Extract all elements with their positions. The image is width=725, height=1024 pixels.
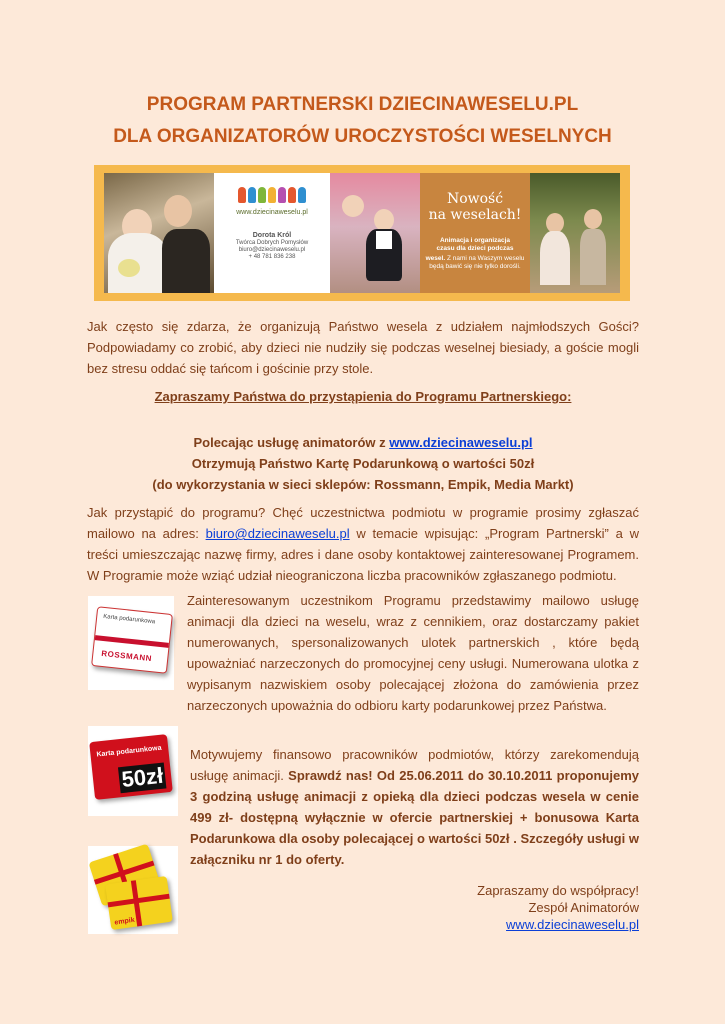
promo-text-3: wesel.: [425, 255, 446, 262]
contact-email: biuro@dziecinaweselu.pl: [238, 247, 306, 253]
promo-text-2: czasu dla dzieci podczas: [436, 245, 514, 252]
wedding-photo-bride-groom: [104, 173, 214, 293]
header-banner: [94, 165, 630, 301]
offer-line-1-text: Polecając usługę animatorów z: [193, 435, 390, 450]
empik-gift-cards-image: [88, 846, 178, 934]
promo-text-1: Animacja i organizacja: [439, 237, 511, 244]
mediamarkt-card-value: 50zł: [118, 763, 166, 794]
section-2-paragraph: Zainteresowanym uczestnikom Programu przedstawimy mailowo usługę animacji dla dzieci na weselu, wraz z cennikiem, oraz dostarczamy pakiet numerowanych, spersonalizowanych ulotek partnerskich , które będą upoważniać narzeczonych do promocyjnej ceny usługi. Numerowana ulotka z wypisanym nazwiskiem osoby polecającej złożona do zamówienia przez narzeczonych upoważnia do odbioru karty podarunkowej przez Państwa.: [187, 593, 639, 713]
website-link[interactable]: www.dziecinaweselu.pl: [389, 435, 533, 450]
rossmann-gift-card-image: [88, 596, 174, 690]
rossmann-card-label: Karta podarunkowa: [102, 613, 156, 626]
offer-line-2: Otrzymują Państwo Kartę Podarunkową o wartości 50zł: [191, 456, 535, 471]
page-title-line-1: PROGRAM PARTNERSKI DZIECINAWESELU.PL: [146, 94, 579, 115]
how-to-part-1: Jak przystąpić do programu? Chęć uczestnictwa podmiotu w programie prosimy zgłaszać mailowo na adres:: [87, 505, 639, 541]
closing-website-link[interactable]: www.dziecinaweselu.pl: [506, 917, 639, 932]
empik-logo: empik: [114, 916, 136, 927]
section-3-part-1: Motywujemy finansowo pracowników podmiotów, którzy zarekomendują usługę animacji.: [190, 747, 639, 783]
section-3-part-2: Sprawdź nas! Od 25.06.2011 do 30.10.2011 proponujemy 3 godziną usługę animacji z opieką dla dzieci podczas wesela w cenie 499 zł- dostępną wyłącznie w ofercie partnerskiej + bonusowa Karta Podarunkowa dla osoby polecającej o wartości 50zł . Szczegóły usługi w załączniku nr 1 do oferty.: [190, 768, 639, 867]
offer-line-1: [87, 432, 639, 453]
section-3-paragraph: [190, 744, 639, 870]
mediamarkt-gift-card-image: [88, 726, 178, 816]
logo-children-figures: [214, 187, 330, 203]
rossmann-logo: ROSSMANN: [100, 648, 153, 664]
closing-line-2: Zespół Animatorów: [528, 900, 639, 915]
promo-title-1: Nowość: [446, 191, 504, 207]
closing-link-wrap: [506, 916, 639, 933]
contact-name: Dorota Król: [252, 232, 292, 239]
how-to-paragraph: [87, 502, 639, 586]
contact-title: Twórca Dobrych Pomysłów: [235, 240, 309, 246]
invite-heading: Zapraszamy Państwa do przystąpienia do Programu Partnerskiego:: [154, 389, 572, 404]
mediamarkt-card-label: Karta podarunkowa: [96, 744, 162, 759]
promo-panel: [420, 173, 530, 293]
logo-business-card: [214, 173, 330, 293]
email-link[interactable]: biuro@dziecinaweselu.pl: [205, 526, 350, 541]
promo-title-2: na weselach!: [428, 207, 522, 223]
intro-paragraph: Jak często się zdarza, że organizują Państwo wesela z udziałem najmłodszych Gości? Podpowiadamy co zrobić, aby dzieci nie nudziły się podczas weselnej biesiady, a goście mogli bez stresu oddać się tańcom i gościnie przy stole.: [87, 319, 639, 376]
logo-url: www.dziecinaweselu.pl: [236, 209, 308, 216]
wedding-photo-kids-garden: [530, 173, 620, 293]
closing-line-1: Zapraszamy do współpracy!: [477, 883, 639, 898]
promo-text-4: Z nami na Waszym weselu będą bawić się nie tylko dorośli.: [429, 255, 525, 270]
page-title-line-2: DLA ORGANIZATORÓW UROCZYSTOŚCI WESELNYCH: [113, 126, 612, 147]
wedding-photo-kids-dancing: [330, 173, 420, 293]
how-to-part-2: w temacie wpisując: „Program Partnerski” a w treści umieszczając nazwę firmy, adres i dane osoby kontaktowej zainteresowanej Programem. W Programie może wziąć udział nieograniczona liczba pracowników zgłaszanego podmiotu.: [87, 526, 639, 583]
offer-line-3: (do wykorzystania w sieci sklepów: Rossmann, Empik, Media Markt): [152, 477, 574, 492]
contact-phone: + 48 781 836 238: [248, 254, 296, 260]
